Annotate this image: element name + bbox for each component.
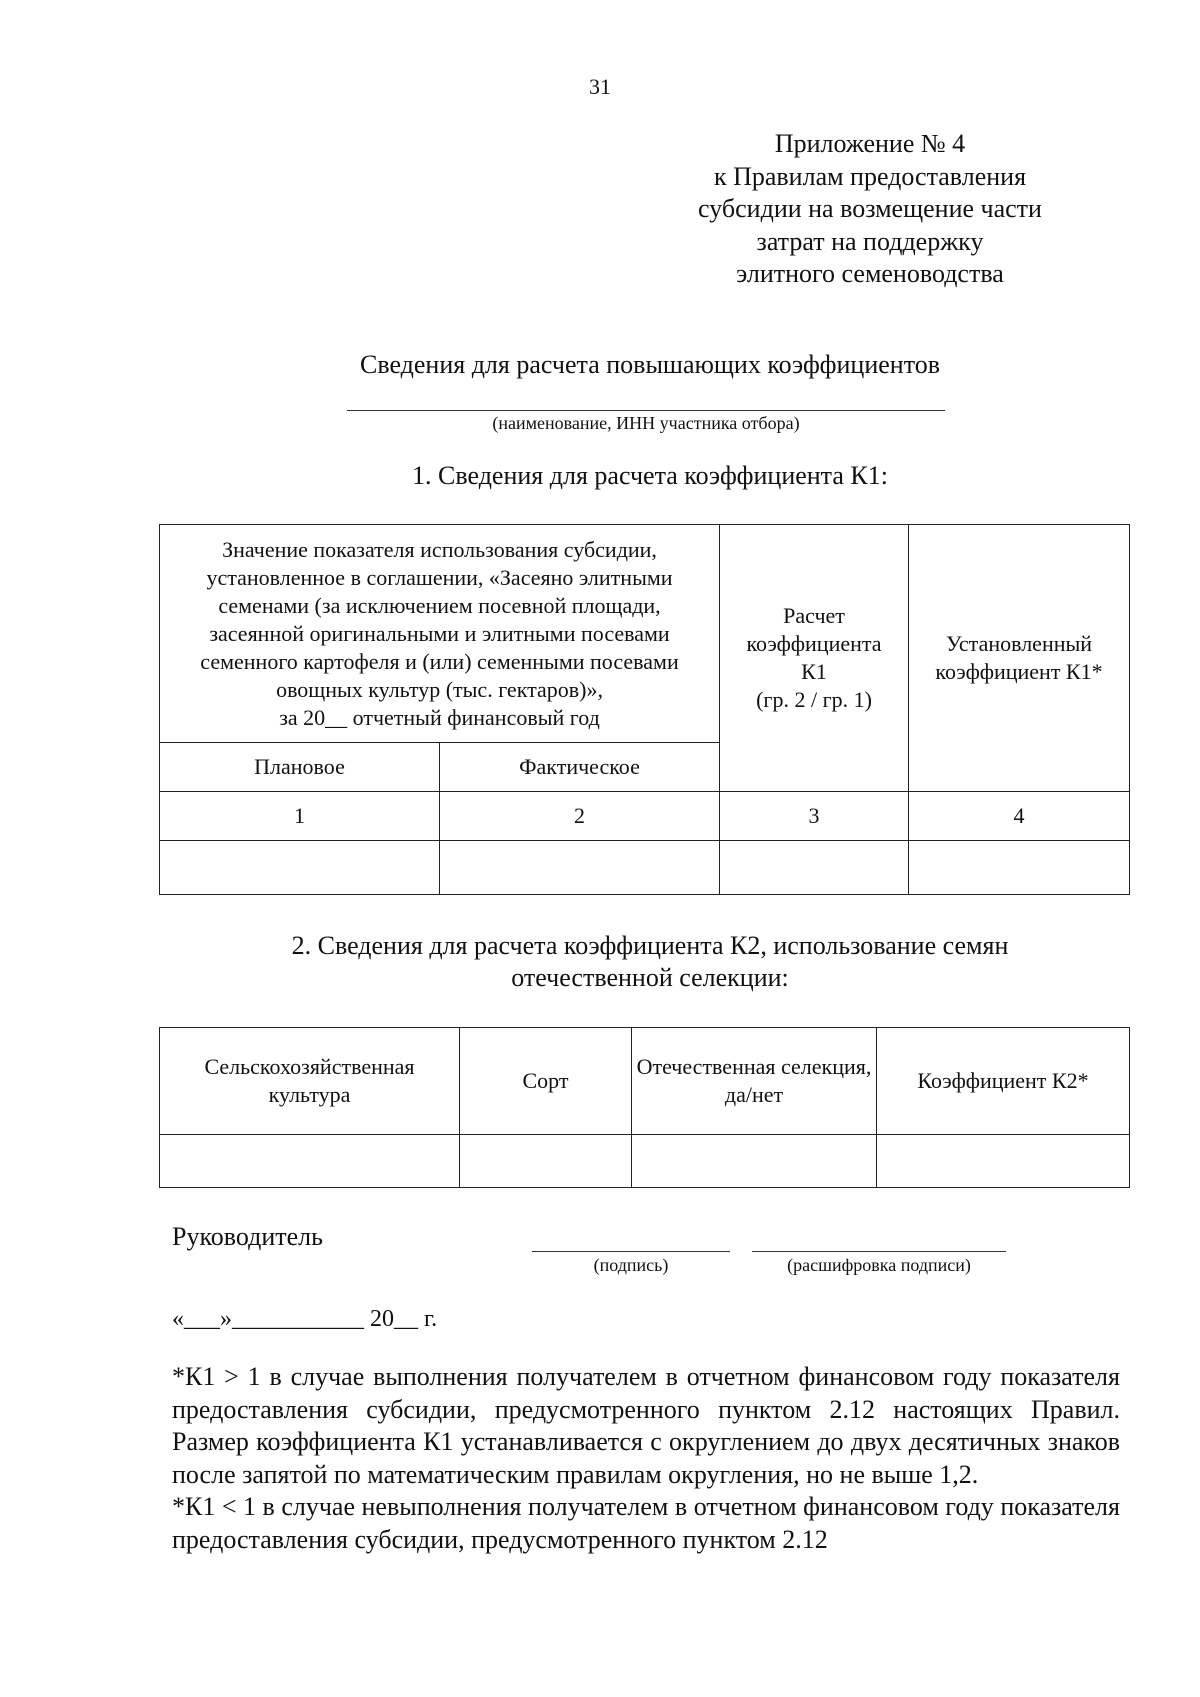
k1-empty-cell[interactable]	[909, 841, 1130, 895]
document-title: Сведения для расчета повышающих коэффициентов	[359, 350, 941, 379]
k2-header-coefficient: Коэффициент К2*	[877, 1028, 1130, 1135]
k1-sub-planned: Плановое	[160, 743, 440, 792]
appendix-line: к Правилам предоставления	[713, 161, 1027, 191]
appendix-line: Приложение № 4	[774, 129, 966, 158]
k1-empty-cell[interactable]	[160, 841, 440, 895]
participant-name-line	[347, 410, 945, 411]
signature-caption: (подпись)	[593, 1255, 669, 1275]
signature-line[interactable]	[532, 1251, 730, 1252]
date-line: «___»___________ 20__ г.	[172, 1306, 438, 1332]
header-line: Расчет	[783, 603, 845, 628]
appendix-line: затрат на поддержку	[756, 226, 984, 256]
section2-title	[0, 930, 1200, 994]
k2-table	[159, 1027, 1130, 1188]
header-line: Установленный	[945, 631, 1093, 656]
page-number: 31	[589, 74, 611, 99]
appendix-header	[690, 128, 1050, 291]
k2-header-variety: Сорт	[460, 1028, 632, 1135]
participant-caption: (наименование, ИНН участника отбора)	[492, 413, 800, 433]
k1-table	[159, 524, 1130, 895]
section2-title-line: 2. Сведения для расчета коэффициента К2, использование семян	[291, 931, 1009, 960]
signature-decode-line[interactable]	[752, 1251, 1006, 1252]
k2-empty-cell[interactable]	[877, 1135, 1130, 1188]
section1-title: 1. Сведения для расчета коэффициента К1:	[412, 461, 888, 490]
header-line: семенного картофеля и (или) семенными посевами	[200, 648, 679, 674]
k1-col-number: 1	[160, 792, 440, 841]
k1-header-calc	[720, 525, 909, 792]
footnotes	[172, 1361, 1120, 1556]
k1-header-set	[909, 525, 1130, 792]
k2-empty-cell[interactable]	[160, 1135, 460, 1188]
signature-label: Руководитель	[172, 1222, 323, 1251]
k1-col-number: 3	[720, 792, 909, 841]
k2-empty-cell[interactable]	[460, 1135, 632, 1188]
header-line: засеянной оригинальными и элитными посевами	[209, 620, 670, 646]
header-line: за 20__ отчетный финансовый год	[279, 704, 600, 730]
footnote-k1-greater: *К1 > 1 в случае выполнения получателем в отчетном финансовом году показателя предоставления субсидии, предусмотренного пунктом 2.12 настоящих Правил. Размер коэффициента К1 устанавливается с округлением до двух десятичных знаков после запятой по математическим правилам округления, но не выше 1,2.	[172, 1362, 1120, 1489]
appendix-line: субсидии на возмещение части	[698, 194, 1042, 223]
header-line: коэффициента	[746, 631, 882, 656]
k2-header-domestic: Отечественная селекция, да/нет	[632, 1028, 877, 1135]
appendix-line: элитного семеноводства	[736, 259, 1004, 288]
header-line: установленное в соглашении, «Засеяно элитными	[206, 564, 673, 590]
k1-empty-cell[interactable]	[440, 841, 720, 895]
header-line: семенами (за исключением посевной площади,	[218, 592, 661, 618]
footnote-k1-less: *К1 < 1 в случае невыполнения получателем в отчетном финансовом году показателя предоставления субсидии, предусмотренного пунктом 2.12	[172, 1492, 1120, 1554]
header-line: Значение показателя использования субсидии,	[222, 536, 657, 562]
header-line: овощных культур (тыс. гектаров)»,	[276, 676, 603, 702]
k1-col-number: 4	[909, 792, 1130, 841]
k2-empty-cell[interactable]	[632, 1135, 877, 1188]
k1-empty-cell[interactable]	[720, 841, 909, 895]
k1-header-indicator	[160, 525, 720, 743]
section2-title-line: отечественной селекции:	[511, 963, 789, 992]
k2-header-crop: Сельскохозяйственная культура	[160, 1028, 460, 1135]
k1-sub-actual: Фактическое	[440, 743, 720, 792]
header-line: К1	[801, 659, 827, 684]
signature-decode-caption: (расшифровка подписи)	[787, 1255, 971, 1275]
header-line: (гр. 2 / гр. 1)	[756, 687, 872, 712]
k1-col-number: 2	[440, 792, 720, 841]
header-line: коэффициент К1*	[935, 659, 1103, 684]
